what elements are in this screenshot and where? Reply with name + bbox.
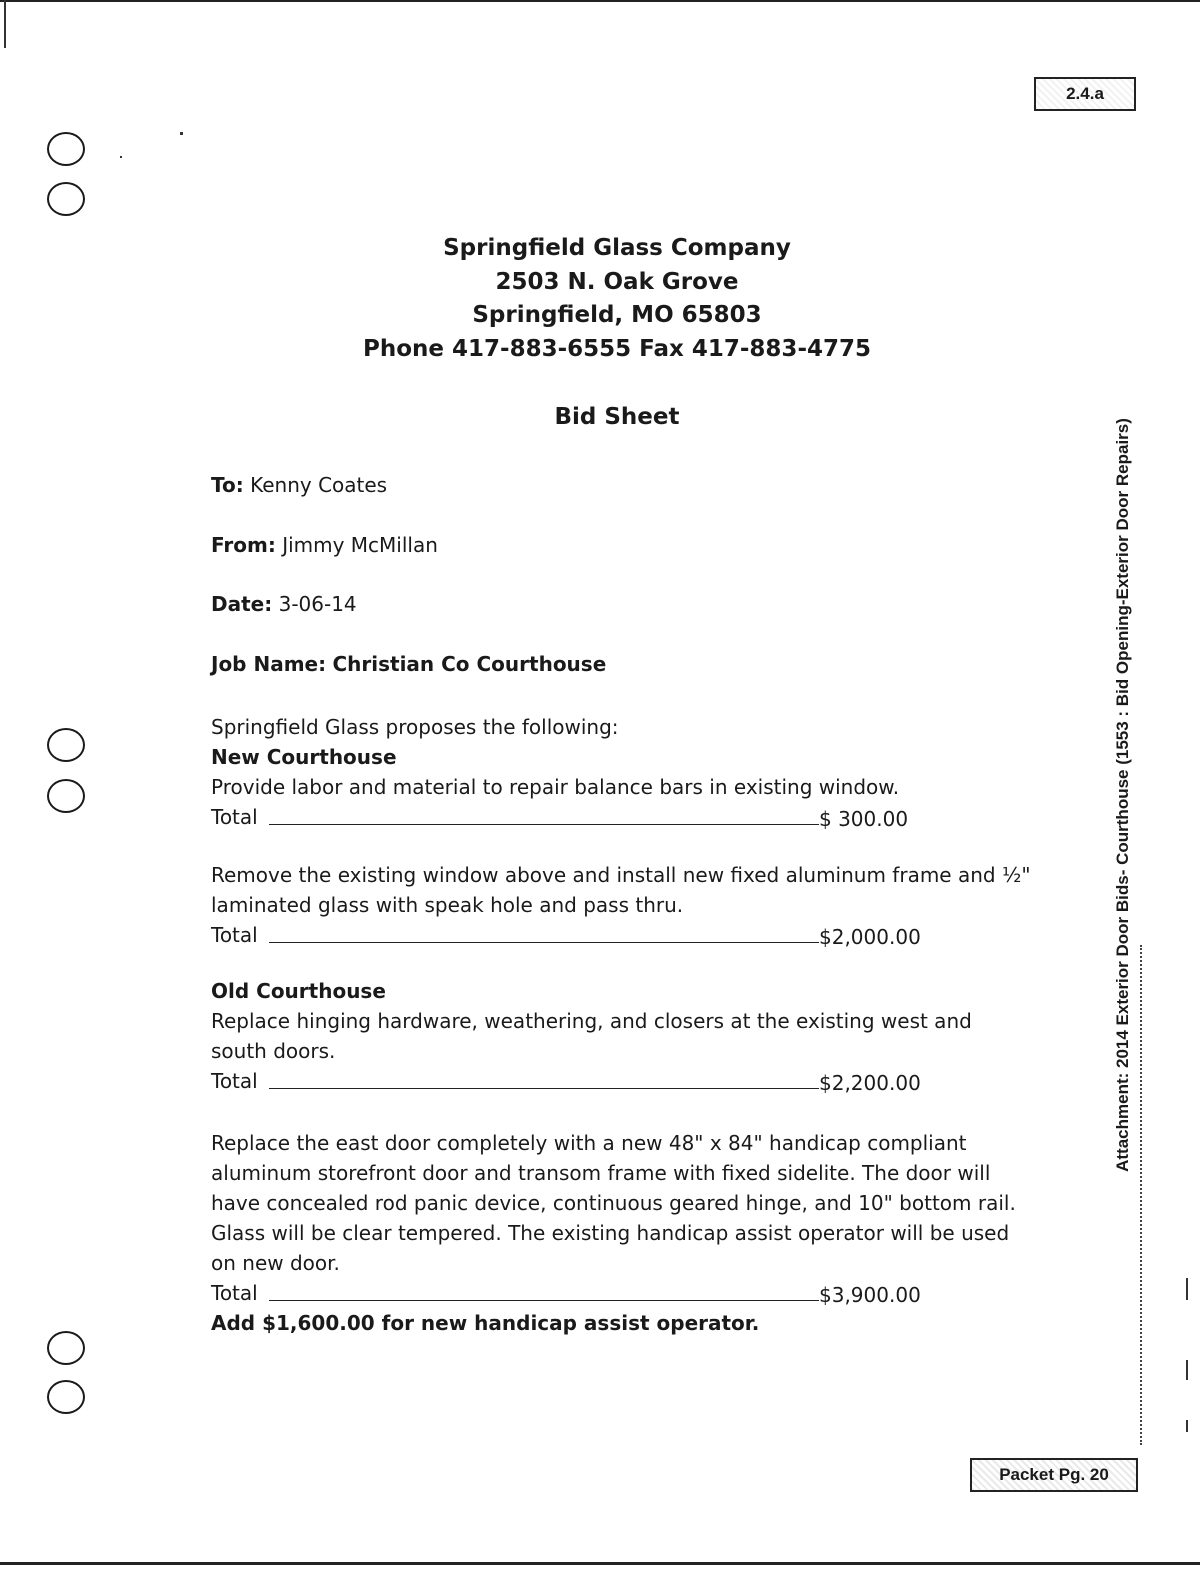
scan-speck bbox=[1186, 1278, 1188, 1300]
total-label: Total bbox=[211, 1069, 258, 1093]
proposal-body bbox=[211, 712, 1031, 832]
old-item1-total bbox=[211, 1066, 931, 1096]
total-line bbox=[269, 1088, 819, 1089]
punch-hole bbox=[47, 1380, 85, 1414]
letterhead bbox=[300, 232, 934, 366]
scan-speck bbox=[180, 132, 183, 135]
packet-page-text: Packet Pg. 20 bbox=[999, 1465, 1109, 1484]
total-line bbox=[269, 824, 819, 825]
total-label: Total bbox=[211, 1281, 258, 1305]
from-field bbox=[211, 530, 438, 560]
new-item2 bbox=[211, 860, 1031, 950]
punch-hole bbox=[47, 132, 85, 166]
agenda-tag bbox=[1034, 77, 1136, 111]
packet-page-tag bbox=[970, 1458, 1138, 1492]
scan-speck bbox=[1186, 1420, 1188, 1432]
agenda-tag-text: 2.4.a bbox=[1066, 84, 1104, 103]
new-item2-text: Remove the existing window above and install new fixed aluminum frame and ½" laminated glass with speak hole and pass thru. bbox=[211, 863, 1031, 917]
old-courthouse-section bbox=[211, 976, 1031, 1096]
to-label: To: bbox=[211, 473, 244, 497]
scan-speck bbox=[120, 156, 122, 158]
total-line bbox=[269, 942, 819, 943]
total-line bbox=[269, 1300, 819, 1301]
new-item2-total bbox=[211, 920, 931, 950]
total-amount: $ 300.00 bbox=[819, 807, 909, 831]
company-name: Springfield Glass Company bbox=[443, 235, 791, 261]
job-label: Job Name: bbox=[211, 652, 327, 676]
job-value: Christian Co Courthouse bbox=[332, 652, 607, 676]
company-address: 2503 N. Oak Grove bbox=[495, 268, 739, 295]
from-value: Jimmy McMillan bbox=[282, 533, 438, 557]
new-item1-text: Provide labor and material to repair balance bars in existing window. bbox=[211, 775, 900, 799]
date-value: 3-06-14 bbox=[278, 592, 357, 616]
total-label: Total bbox=[211, 923, 258, 947]
to-value: Kenny Coates bbox=[250, 473, 388, 497]
total-amount: $2,000.00 bbox=[819, 925, 921, 949]
old-courthouse-heading: Old Courthouse bbox=[211, 979, 386, 1003]
date-label: Date: bbox=[211, 592, 273, 616]
date-field bbox=[211, 589, 357, 619]
attachment-note-text: Attachment: 2014 Exterior Door Bids- Courthouse (1553 : Bid Opening-Exterior Door Repairs) bbox=[1113, 418, 1132, 1172]
punch-hole bbox=[47, 728, 85, 762]
scan-top-edge bbox=[0, 0, 1200, 2]
total-amount: $2,200.00 bbox=[819, 1071, 921, 1095]
total-amount: $3,900.00 bbox=[819, 1283, 921, 1307]
to-field bbox=[211, 470, 387, 500]
old-item2-text: Replace the east door completely with a new 48" x 84" handicap compliant aluminum storefront door and transom frame with fixed sidelite. The door will have concealed rod panic device, continuous geared hinge, and 10" bottom rail. Glass will be clear tempered. The existing handicap assist operator will be used on new door. bbox=[211, 1131, 1016, 1275]
attachment-rule bbox=[1140, 945, 1142, 1445]
intro-text: Springfield Glass proposes the following: bbox=[211, 715, 619, 739]
new-item1-total bbox=[211, 802, 931, 832]
scan-left-edge bbox=[4, 0, 6, 48]
job-field bbox=[211, 649, 606, 679]
punch-hole bbox=[47, 1331, 85, 1365]
old-item2 bbox=[211, 1128, 1031, 1338]
from-label: From: bbox=[211, 533, 276, 557]
add-note: Add $1,600.00 for new handicap assist operator. bbox=[211, 1311, 760, 1335]
company-city: Springfield, MO 65803 bbox=[472, 302, 762, 328]
new-courthouse-heading: New Courthouse bbox=[211, 745, 397, 769]
old-item1-text: Replace hinging hardware, weathering, and closers at the existing west and south doors. bbox=[211, 1009, 972, 1063]
company-phone: Phone 417-883-6555 Fax 417-883-4775 bbox=[363, 335, 871, 362]
punch-hole bbox=[47, 182, 85, 216]
document-title: Bid Sheet bbox=[554, 404, 680, 430]
scan-speck bbox=[1186, 1360, 1188, 1380]
scan-bottom-edge bbox=[0, 1562, 1200, 1565]
punch-hole bbox=[47, 779, 85, 813]
total-label: Total bbox=[211, 805, 258, 829]
old-item2-total bbox=[211, 1278, 931, 1308]
